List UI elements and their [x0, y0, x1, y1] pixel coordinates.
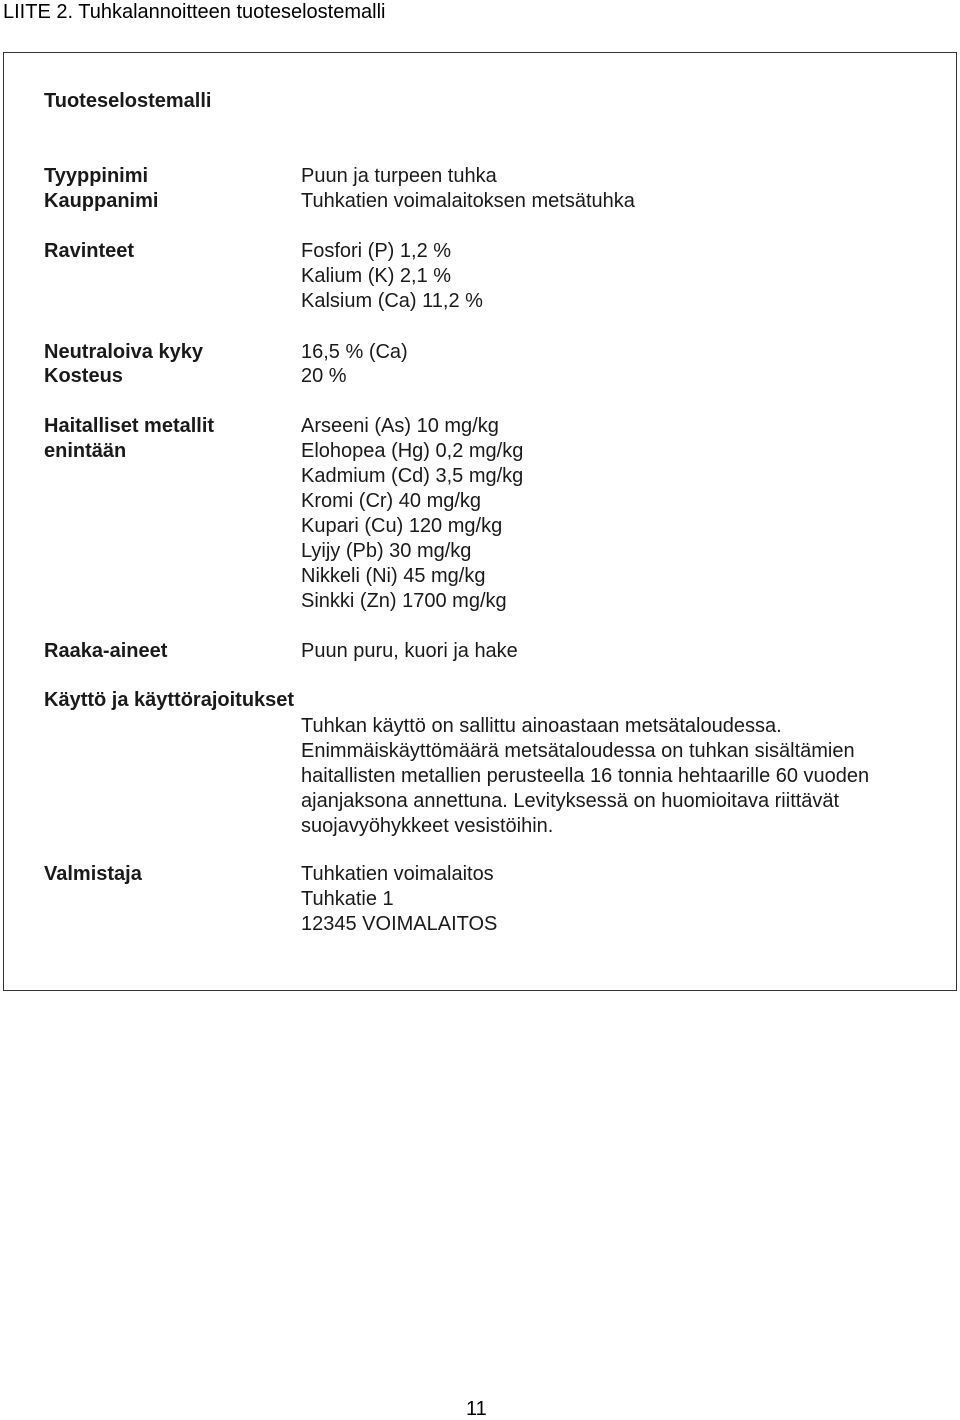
metal-item: Kupari (Cu) 120 mg/kg	[301, 515, 503, 537]
page-header: LIITE 2. Tuhkalannoitteen tuoteselostemalli	[3, 1, 386, 23]
harmful-metals-list	[301, 414, 523, 614]
harmful-metals-label: Haitalliset metallit	[44, 415, 215, 437]
metal-item: Kadmium (Cd) 3,5 mg/kg	[301, 465, 524, 487]
page-number: 11	[466, 1398, 487, 1420]
type-name-value: Puun ja turpeen tuhka	[301, 165, 497, 187]
manufacturer-line: 12345 VOIMALAITOS	[301, 913, 498, 935]
trade-name-value: Tuhkatien voimalaitoksen metsätuhka	[301, 190, 635, 212]
usage-restrictions-label: Käyttö ja käyttörajoitukset	[44, 689, 295, 711]
usage-restrictions-text	[301, 714, 869, 839]
manufacturer-label: Valmistaja	[44, 863, 142, 885]
manufacturer-line: Tuhkatien voimalaitos	[301, 863, 494, 885]
nutrient-item: Kalium (K) 2,1 %	[301, 265, 452, 287]
usage-line: haitallisten metallien perusteella 16 tonnia hehtaarille 60 vuoden	[301, 765, 870, 787]
type-name-label: Tyyppinimi	[44, 165, 149, 187]
metal-item: Sinkki (Zn) 1700 mg/kg	[301, 590, 507, 612]
neutralizing-capacity-value: 16,5 % (Ca)	[301, 341, 408, 363]
nutrient-item: Kalsium (Ca) 11,2 %	[301, 290, 483, 312]
raw-materials-value: Puun puru, kuori ja hake	[301, 640, 518, 662]
trade-name-label: Kauppanimi	[44, 190, 159, 212]
document-title: Tuoteselostemalli	[44, 90, 212, 112]
metal-item: Elohopea (Hg) 0,2 mg/kg	[301, 440, 524, 462]
usage-line: ajanjaksona annettuna. Levityksessä on huomioitava riittävät	[301, 790, 840, 812]
usage-line: suojavyöhykkeet vesistöihin.	[301, 815, 554, 837]
nutrients-label: Ravinteet	[44, 240, 135, 262]
metal-item: Lyijy (Pb) 30 mg/kg	[301, 540, 472, 562]
raw-materials-label: Raaka-aineet	[44, 640, 168, 662]
nutrients-list	[301, 239, 483, 314]
metal-item: Kromi (Cr) 40 mg/kg	[301, 490, 482, 512]
moisture-value: 20 %	[301, 365, 347, 387]
metal-item: Nikkeli (Ni) 45 mg/kg	[301, 565, 486, 587]
harmful-metals-label-max: enintään	[44, 440, 127, 462]
usage-line: Tuhkan käyttö on sallittu ainoastaan metsätaloudessa.	[301, 715, 782, 737]
moisture-label: Kosteus	[44, 365, 123, 387]
neutralizing-capacity-label: Neutraloiva kyky	[44, 341, 203, 363]
nutrient-item: Fosfori (P) 1,2 %	[301, 240, 452, 262]
metal-item: Arseeni (As) 10 mg/kg	[301, 415, 499, 437]
usage-line: Enimmäiskäyttömäärä metsätaloudessa on tuhkan sisältämien	[301, 740, 855, 762]
manufacturer-line: Tuhkatie 1	[301, 888, 394, 910]
manufacturer-address	[301, 862, 497, 937]
